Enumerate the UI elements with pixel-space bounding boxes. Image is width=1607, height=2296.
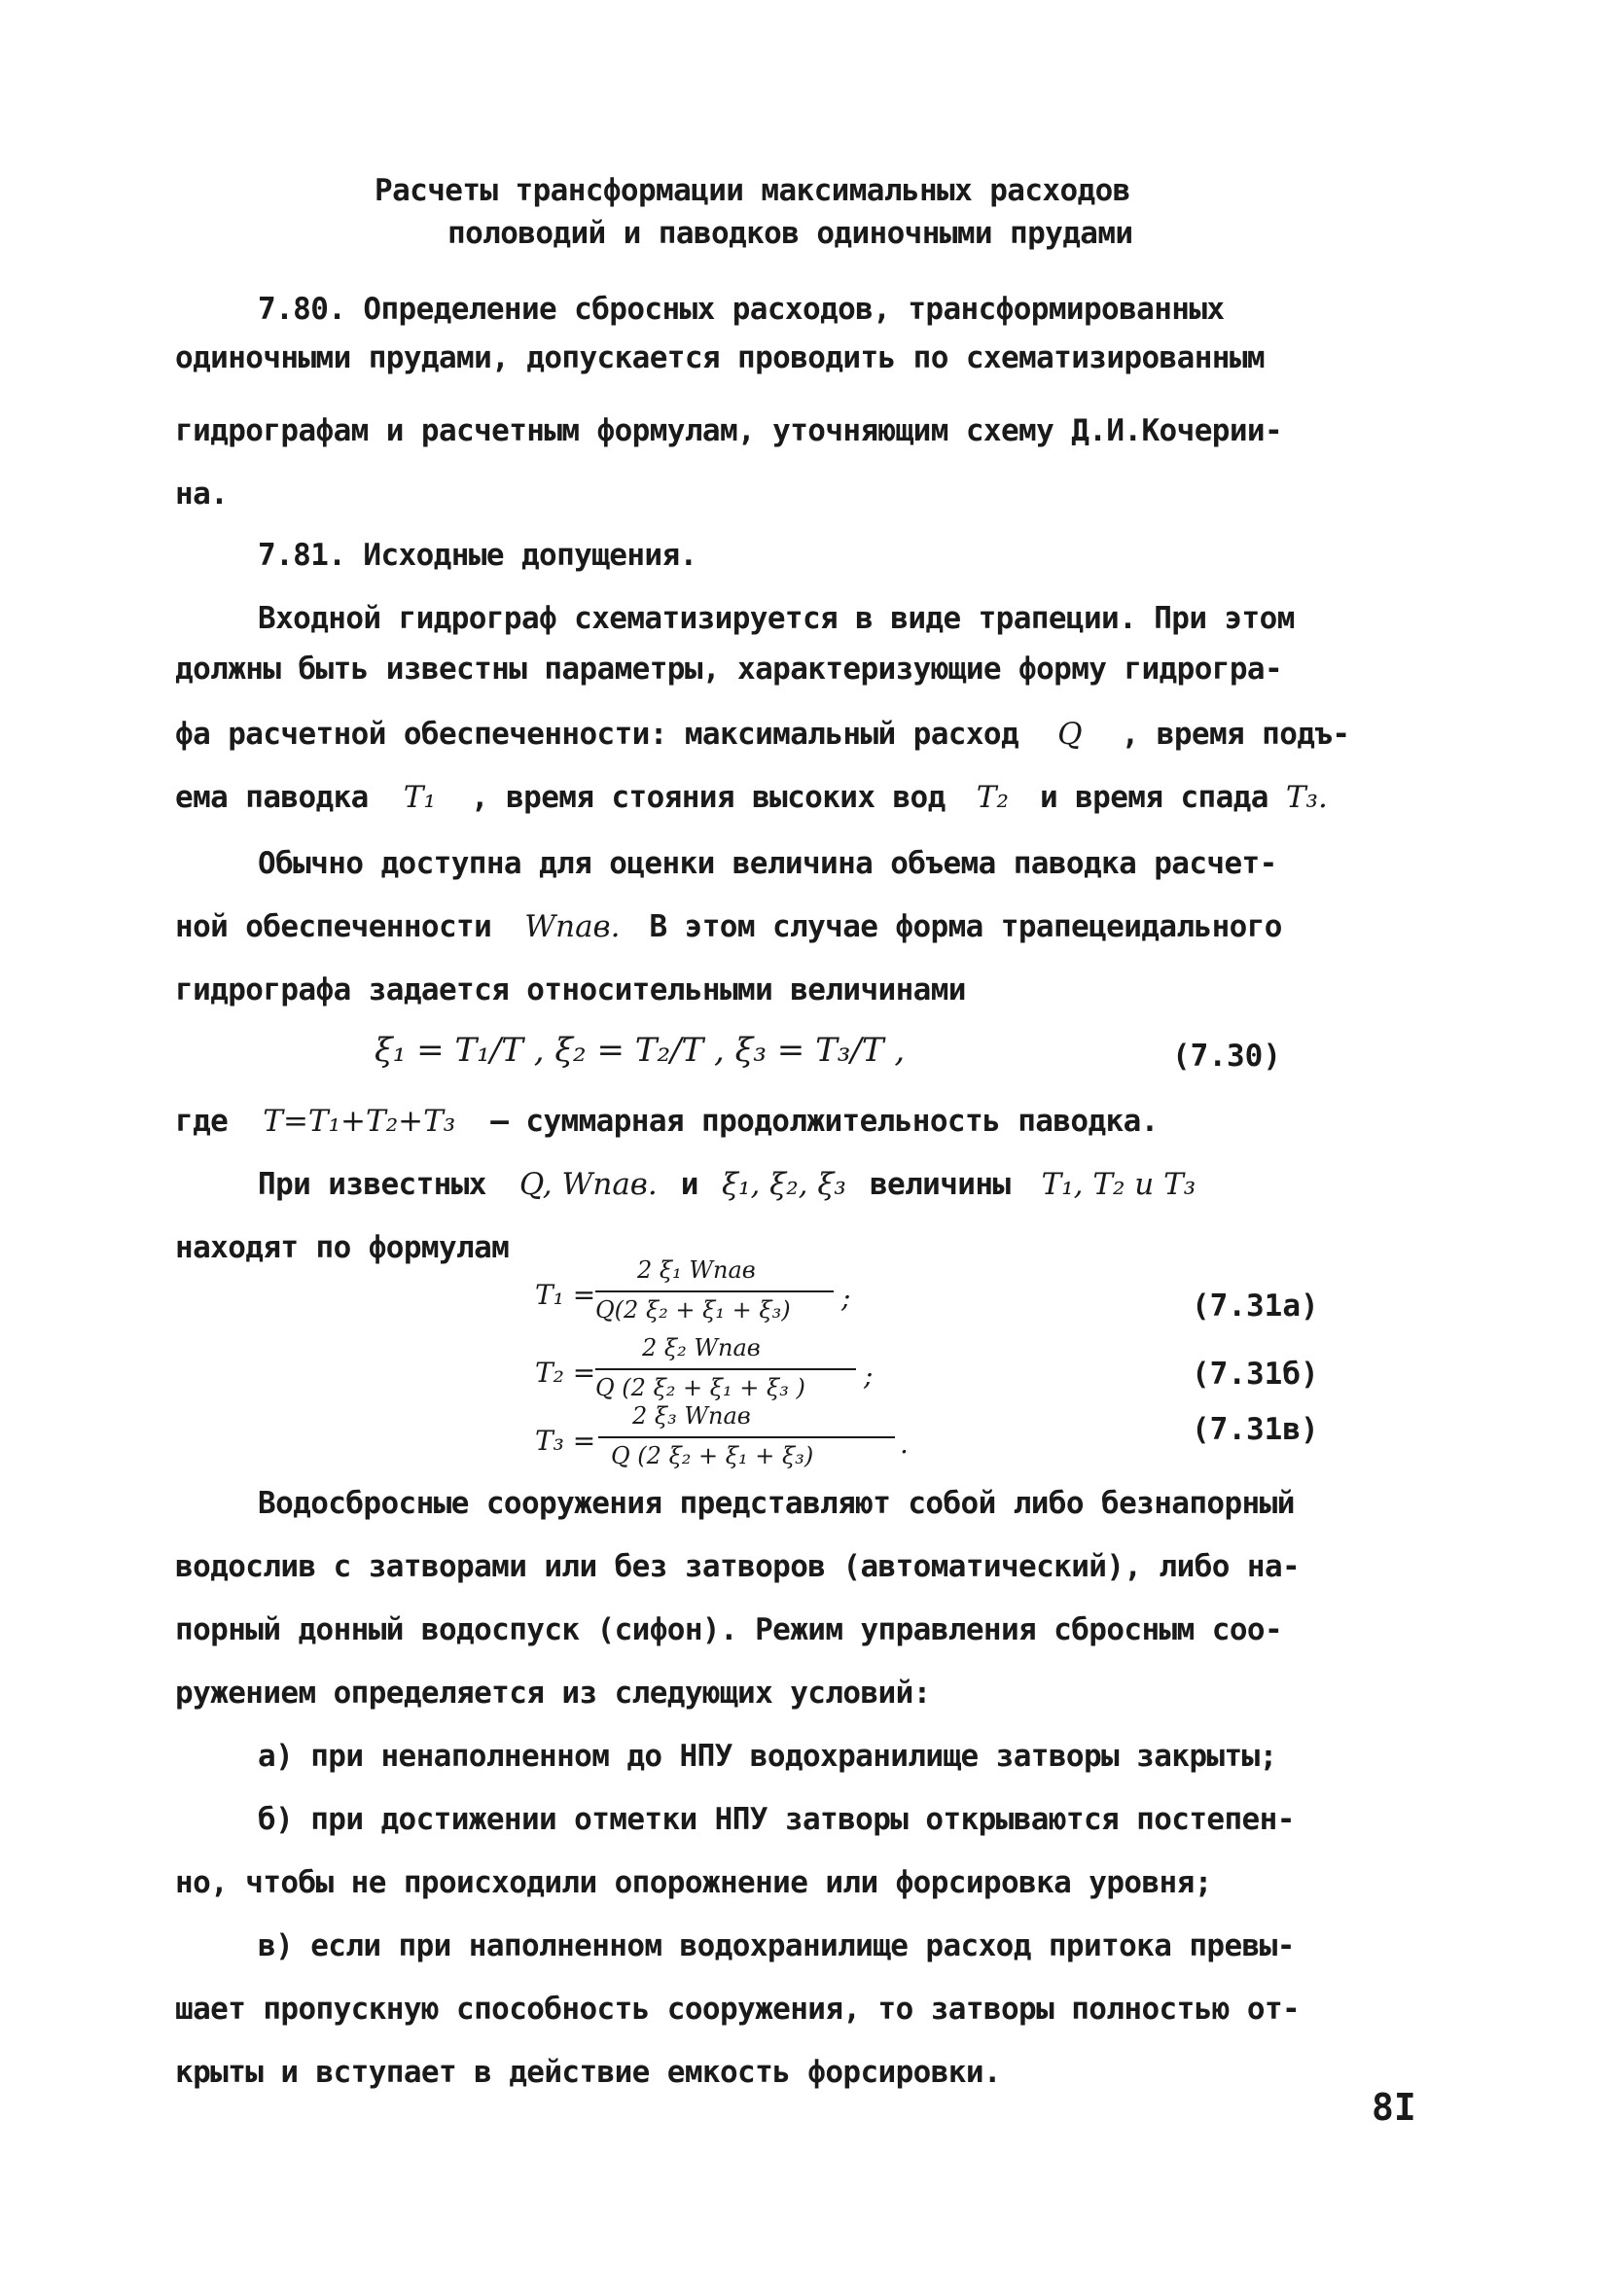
page-number: 8I [1372,2086,1416,2129]
para-7-80-line-2: одиночными прудами, допускается проводить по схематизированным [175,340,1265,375]
volume-line-2-text-c: В этом случае форма трапецеидального [649,909,1282,944]
condition-c-line-2: шает пропускную способность сооружения, то затворы полностью от- [175,1992,1301,2027]
condition-c-line-1: в) если при наполненном водохранилище расход притока превы- [258,1928,1295,1963]
where-text-a: где [175,1104,229,1139]
known-text-a: При известных [258,1167,486,1202]
condition-c-line-3: крыты и вступает в действие емкость форсировки. [175,2055,1001,2090]
eq-7-31b-lhs: T₂ = [535,1357,596,1389]
find-line: находят по формулам [175,1230,510,1265]
para-7-80-line-3: гидрографам и расчетным формулам, уточняющим схему Д.И.Кочерии- [175,413,1283,448]
para-7-80-line-1: 7.80. Определение сбросных расходов, трансформированных [258,292,1225,327]
eq-7-31a-lhs: T₁ = [535,1279,596,1311]
symbol-t2: T₂ [976,780,1009,815]
known-text-e: величины [869,1167,1011,1202]
heading-line-2: половодий и паводков одиночными прудами [447,216,1133,251]
spill-line-3: порный донный водоспуск (сифон). Режим управления сбросным соо- [175,1612,1283,1647]
heading-line-1: Расчеты трансформации максимальных расходов [375,173,1130,208]
para-7-80-line-4: на. [175,477,229,512]
known-q-w: Q, Wпав. [518,1167,658,1202]
hydro-line-1: Входной гидрограф схематизируется в виде трапеции. При этом [258,601,1295,636]
hydro-line-3-text-c: , время подъ- [1121,717,1350,752]
where-line [175,1104,1159,1139]
symbol-q: Q [1057,717,1083,752]
eq-7-31b-denominator: Q (2 ξ₂ + ξ₁ + ξ₃ ) [595,1374,805,1401]
symbol-t3: T₃. [1285,780,1328,815]
equation-7-30-number: (7.30) [1172,1039,1281,1074]
known-line [258,1167,1196,1202]
eq-7-31c-lhs: T₃ = [535,1425,596,1457]
eq-7-31a-fraction-bar [595,1290,834,1292]
symbol-w-pav: Wпав. [524,909,621,944]
eq-7-31c-numerator: 2 ξ₃ Wпав [632,1402,751,1430]
volume-line-2 [175,909,1282,944]
eq-7-31b-numerator: 2 ξ₂ Wпав [642,1334,761,1361]
equation-7-30: ξ₁ = T₁/T , ξ₂ = T₂/T , ξ₃ = T₃/T , [375,1031,906,1070]
eq-7-31b-fraction-bar [595,1368,856,1370]
condition-a: а) при ненаполненном до НПУ водохранилище затворы закрыты; [258,1739,1277,1774]
eq-7-31a-number: (7.31а) [1192,1289,1319,1324]
eq-7-31c-tail: . [900,1428,909,1460]
para-7-81: 7.81. Исходные допущения. [258,538,697,573]
hydro-line-4-text-a: ема паводка [175,780,369,815]
eq-7-31a-numerator: 2 ξ₁ Wпав [637,1256,756,1284]
volume-line-3: гидрографа задается относительными величинами [175,972,966,1007]
eq-7-31c-denominator: Q (2 ξ₂ + ξ₁ + ξ₃) [611,1442,814,1469]
spill-line-1: Водосбросные сооружения представляют собой либо безнапорный [258,1486,1295,1521]
known-t: T₁, T₂ и T₃ [1041,1167,1196,1202]
spill-line-2: водослив с затворами или без затворов (автоматический), либо на- [175,1549,1301,1584]
eq-7-31b-number: (7.31б) [1192,1357,1319,1392]
eq-7-31c-number: (7.31в) [1192,1412,1319,1447]
symbol-t1: T₁ [403,780,436,815]
hydro-line-3 [175,717,1349,752]
volume-line-1: Обычно доступна для оценки величина объема паводка расчет- [258,846,1277,881]
where-text-c: – суммарная продолжительность паводка. [490,1104,1159,1139]
where-total-duration: T=T₁+T₂+T₃ [263,1104,456,1139]
hydro-line-4 [175,780,1328,815]
eq-7-31a-tail: ; [841,1282,851,1314]
known-xi: ξ₁, ξ₂, ξ₃ [721,1167,846,1202]
hydro-line-3-text-a: фа расчетной обеспеченности: максимальный расход [175,717,1019,752]
eq-7-31b-tail: ; [864,1360,874,1392]
condition-b-line-1: б) при достижении отметки НПУ затворы открываются постепен- [258,1802,1295,1837]
spill-line-4: ружением определяется из следующих условий: [175,1676,931,1711]
known-text-c: и [680,1167,698,1202]
hydro-line-4-text-c: , время стояния высоких вод [470,780,946,815]
hydro-line-2: должны быть известны параметры, характеризующие форму гидрогра- [175,652,1283,687]
hydro-line-4-text-e: и время спада [1039,780,1268,815]
condition-b-line-2: но, чтобы не происходили опорожнение или форсировка уровня; [175,1865,1212,1900]
volume-line-2-text-a: ной обеспеченности [175,909,492,944]
eq-7-31c-fraction-bar [598,1436,895,1438]
eq-7-31a-denominator: Q(2 ξ₂ + ξ₁ + ξ₃) [595,1296,791,1324]
